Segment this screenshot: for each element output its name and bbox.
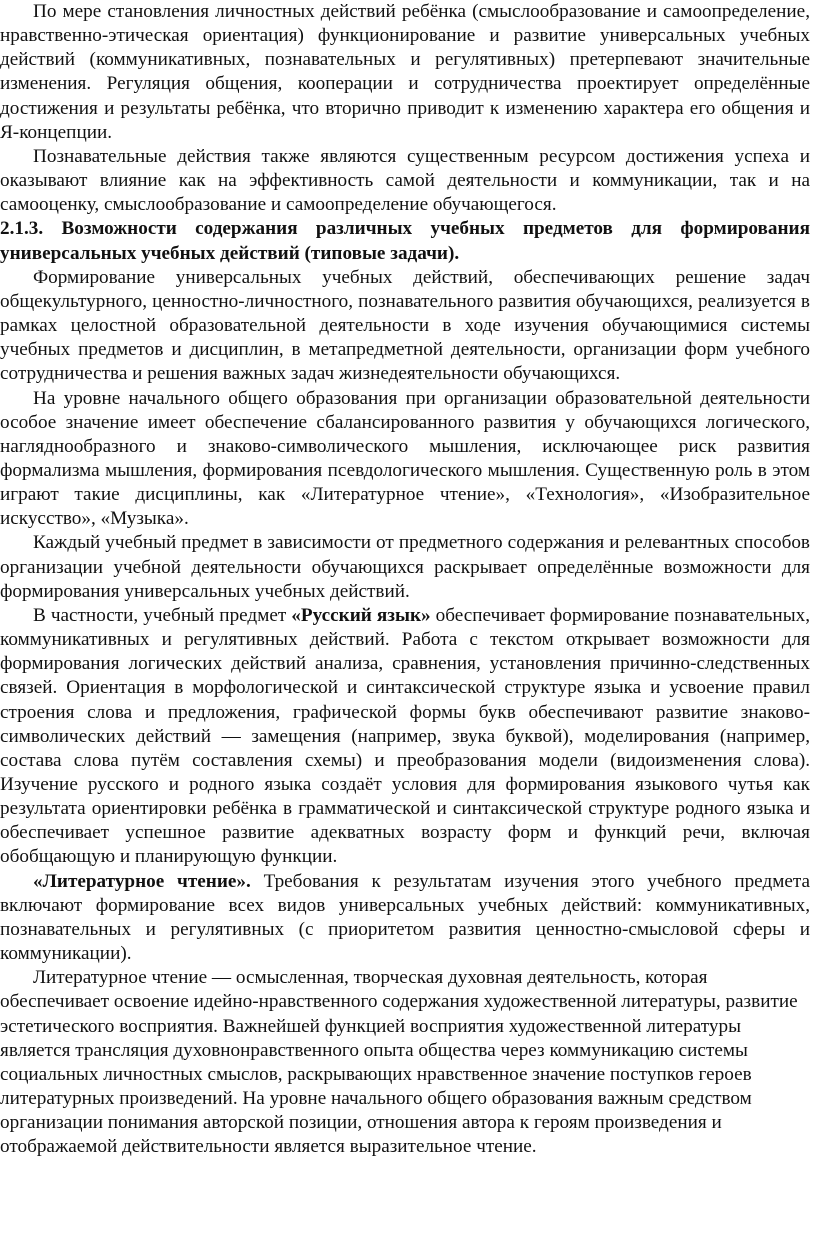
paragraph-personal-actions: По мере становления личностных действий ребёнка (смыслообразование и самоопределение, нравственно-этическая ориентация) функционирование и развитие универсальных учебных действий (коммуникативных, познавательных и регулятивных) претерпевают значительные изменения. Регуляция общения, кооперации и сотрудничества проектирует определённые достижения и результаты ребёнка, что вторично приводит к изменению характера его общения и Я-концепции. — [0, 1, 810, 143]
paragraph-literary-reading — [0, 870, 810, 967]
subject-literary-reading: «Литературное чтение». — [33, 870, 251, 892]
paragraph-russian-intro: В частности, учебный предмет — [33, 604, 292, 626]
paragraph-cognitive-actions: Познавательные действия также являются существенным ресурсом достижения успеха и оказывают влияние как на эффективность самой деятельности и коммуникации, так и на самооценку, смыслообразование и самоопределение обучающегося. — [0, 145, 810, 216]
paragraph-literary-reading-body: Требования к результатам изучения этого учебного предмета включают формирование всех видов универсальных учебных действий: коммуникативных, познавательных и регулятивных (с приоритетом развития ценностно-смысловой сферы и коммуникации). — [0, 870, 810, 965]
section-heading: 2.1.3. Возможности содержания различных учебных предметов для формирования универсальных учебных действий (типовые задачи). — [0, 218, 810, 264]
subject-russian-language: «Русский язык» — [291, 604, 431, 626]
paragraph-formation-uud: Формирование универсальных учебных действий, обеспечивающих решение задач общекультурного, ценностно-личностного, познавательного развития обучающихся, реализуется в рамках целостной образовательной деятельности в ходе изучения обучающимися системы учебных предметов и дисциплин, в метапредметной деятельности, организации форм учебного сотрудничества и решения важных задач жизнедеятельности обучающихся. — [0, 266, 810, 385]
paragraph-russian-language — [0, 604, 810, 870]
paragraph-russian-body: обеспечивает формирование познавательных, коммуникативных и регулятивных действий. Работа с текстом открывает возможности для формирования логических действий анализа, сравнения, установления причинно-следственных связей. Ориентация в морфологической и синтаксической структуре языка и усвоение правил строения слова и предложения, графической формы букв обеспечивают развитие знаково-символических действий — замещения (например, звука буквой), моделирования (например, состава слова путём составления схемы) и преобразования модели (видоизменения слова). Изучение русского и родного языка создаёт условия для формирования языкового чутья как результата ориентировки ребёнка в грамматической и синтаксической структуре родного языка и обеспечивает успешное развитие адекватных возрасту форм и функций речи, включая обобщающую и планирующую функции. — [0, 604, 810, 868]
paragraph-primary-education: На уровне начального общего образования при организации образовательной деятельности особое значение имеет обеспечение сбалансированного развития у обучающихся логического, нагляднообразного и знаково-символического мышления, исключающее риск развития формализма мышления, формирования псевдологического мышления. Существенную роль в этом играют такие дисциплины, как «Литературное чтение», «Технология», «Изобразительное искусство», «Музыка». — [0, 387, 810, 530]
paragraph-literary-reading-definition: Литературное чтение — осмысленная, творческая духовная деятельность, которая обеспечивает освоение идейно-нравственного содержания художественной литературы, развитие эстетического восприятия. Важнейшей функцией восприятия художественной литературы является трансляция духовнонравственного опыта общества через коммуникацию системы социальных личностных смыслов, раскрывающих нравственное значение поступков героев литературных произведений. На уровне начального общего образования важным средством организации понимания авторской позиции, отношения автора к героям произведения и отображаемой действительности является выразительное чтение. — [0, 967, 798, 1158]
paragraph-each-subject: Каждый учебный предмет в зависимости от предметного содержания и релевантных способов организации учебной деятельности обучающихся раскрывает определённые возможности для формирования универсальных учебных действий. — [0, 532, 810, 602]
